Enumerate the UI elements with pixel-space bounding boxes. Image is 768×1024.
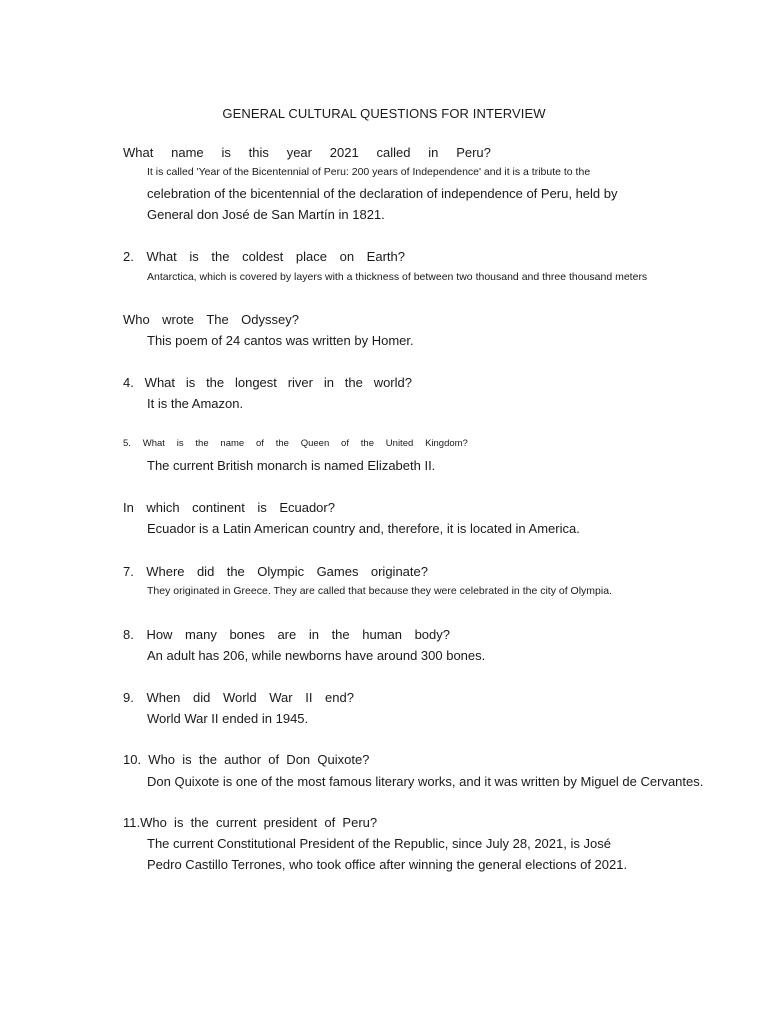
question-word: in (428, 145, 439, 160)
question-word: What (123, 145, 154, 160)
question-word: 5. (123, 438, 131, 449)
answer-10-line-1: Don Quixote is one of the most famous literary works, and it was written by Miguel de Cervantes. (147, 774, 704, 789)
question-word: Earth? (366, 249, 405, 264)
answer-5-line-1: The current British monarch is named Elizabeth II. (147, 458, 436, 473)
answer-8-line-1: An adult has 206, while newborns have around 300 bones. (147, 648, 486, 663)
question-word: in (323, 375, 334, 390)
question-4 (123, 375, 412, 390)
question-word: called (376, 145, 411, 160)
answer-6-line-1: Ecuador is a Latin American country and, therefore, it is located in America. (147, 521, 580, 536)
question-word: name (220, 438, 245, 449)
question-word: the (275, 438, 289, 449)
question-word: human (362, 627, 402, 642)
question-word: the (206, 375, 225, 390)
question-word: When (146, 690, 181, 705)
question-word: of (341, 438, 349, 449)
question-word: is (221, 145, 231, 160)
answer-11-line-1: The current Constitutional President of the Republic, since July 28, 2021, is José (147, 836, 611, 851)
question-word: Peru? (456, 145, 491, 160)
question-word: Olympic (257, 564, 305, 579)
question-3 (123, 312, 299, 327)
question-word: the (195, 438, 209, 449)
question-word: name (171, 145, 204, 160)
question-word: the (211, 249, 230, 264)
question-word: The (206, 312, 229, 327)
question-word: body? (414, 627, 450, 642)
question-word: is (185, 375, 196, 390)
question-word: this (248, 145, 269, 160)
question-word: 9. (123, 690, 134, 705)
question-word: did (196, 564, 215, 579)
question-word: United (385, 438, 414, 449)
question-word: What (144, 375, 176, 390)
question-word: 4. (123, 375, 134, 390)
question-word: many (185, 627, 217, 642)
question-word: place (295, 249, 327, 264)
answer-9-line-1: World War II ended in 1945. (147, 711, 309, 726)
answer-2-line-1: Antarctica, which is covered by layers with a thickness of between two thousand and three thousand meters (147, 271, 648, 283)
question-word: is (189, 249, 199, 264)
question-word: the (331, 627, 350, 642)
question-word: are (277, 627, 297, 642)
answer-7-line-1: They originated in Greece. They are called that because they were celebrated in the city of Olympia. (147, 585, 612, 597)
question-10: 10. Who is the author of Don Quixote? (123, 752, 370, 767)
question-word: on (339, 249, 355, 264)
question-word: wrote (162, 312, 194, 327)
question-word: originate? (370, 564, 428, 579)
question-word: 2021 (329, 145, 359, 160)
question-word: War (269, 690, 293, 705)
question-5 (123, 438, 468, 449)
question-word: year (286, 145, 312, 160)
question-word: Who (123, 312, 150, 327)
question-word: of (255, 438, 264, 449)
answer-3-line-1: This poem of 24 cantos was written by Homer. (147, 333, 414, 348)
question-word: What (146, 249, 177, 264)
document-title: GENERAL CULTURAL QUESTIONS FOR INTERVIEW (222, 106, 546, 121)
answer-1-line-2: celebration of the bicentennial of the declaration of independence of Peru, held by (147, 186, 618, 201)
question-word: II (305, 690, 313, 705)
question-9 (123, 690, 354, 705)
question-word: How (146, 627, 173, 642)
question-word: did (193, 690, 211, 705)
question-word: end? (325, 690, 354, 705)
question-word: Queen (300, 438, 330, 449)
question-word: the (226, 564, 245, 579)
question-word: the (360, 438, 374, 449)
question-word: World (222, 690, 257, 705)
question-word: Where (146, 564, 185, 579)
question-word: continent (192, 500, 245, 515)
answer-1-line-3: General don José de San Martín in 1821. (147, 207, 385, 222)
question-word: 2. (123, 249, 134, 264)
question-6 (123, 500, 335, 515)
question-8 (123, 627, 450, 642)
question-11: 11.Who is the current president of Peru? (123, 815, 378, 830)
question-word: In (123, 500, 134, 515)
question-word: Games (316, 564, 359, 579)
question-word: which (146, 500, 180, 515)
question-word: 8. (123, 627, 134, 642)
question-word: is (257, 500, 267, 515)
question-word: What (142, 438, 165, 449)
answer-1-line-1: It is called 'Year of the Bicentennial of Peru: 200 years of Independence' and it is a tribute to the (147, 166, 591, 178)
question-word: bones (229, 627, 265, 642)
question-word: Kingdom? (425, 438, 468, 449)
question-word: coldest (242, 249, 284, 264)
answer-11-line-2: Pedro Castillo Terrones, who took office after winning the general elections of 2021. (147, 857, 628, 872)
question-word: Odyssey? (241, 312, 299, 327)
question-word: river (287, 375, 313, 390)
question-7 (123, 564, 428, 579)
question-word: in (308, 627, 319, 642)
question-2 (123, 249, 405, 264)
question-word: 7. (123, 564, 134, 579)
question-1 (123, 145, 491, 160)
answer-4-line-1: It is the Amazon. (147, 396, 244, 411)
question-word: the (344, 375, 363, 390)
question-word: world? (373, 375, 412, 390)
question-word: longest (234, 375, 277, 390)
question-word: Ecuador? (279, 500, 335, 515)
question-word: is (176, 438, 184, 449)
